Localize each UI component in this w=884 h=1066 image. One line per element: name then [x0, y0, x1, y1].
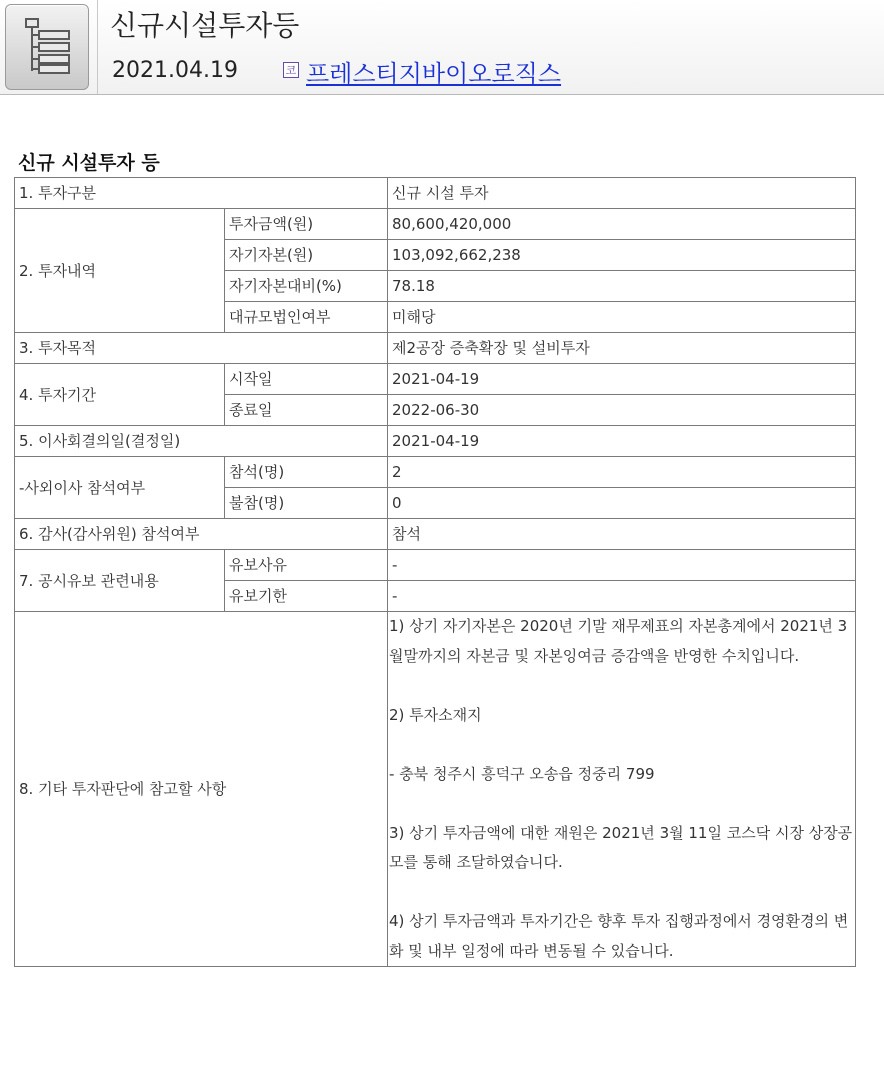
- row-value: 78.18: [388, 271, 856, 302]
- row-label: 8. 기타 투자판단에 참고할 사항: [15, 612, 388, 967]
- row-value: 2: [388, 457, 856, 488]
- row-value: 80,600,420,000: [388, 209, 856, 240]
- sub-label: 자기자본대비(%): [225, 271, 388, 302]
- sub-label: 종료일: [225, 395, 388, 426]
- note-1: 1) 상기 자기자본은 2020년 기말 재무제표의 자본총계에서 2021년 3월말까지의 자본금 및 자본잉여금 증감액을 반영한 수치입니다.: [389, 617, 848, 665]
- sub-label: 유보기한: [225, 581, 388, 612]
- row-label: 1. 투자구분: [15, 178, 388, 209]
- row-label: 6. 감사(감사위원) 참석여부: [15, 519, 388, 550]
- disclosure-table: [14, 177, 856, 967]
- row-label: 7. 공시유보 관련내용: [15, 550, 225, 612]
- table-row: [15, 457, 856, 488]
- sub-label: 유보사유: [225, 550, 388, 581]
- document-list-icon: [5, 4, 89, 90]
- row-value: -: [388, 550, 856, 581]
- report-title: 신규시설투자등: [110, 9, 300, 42]
- table-row: [15, 519, 856, 550]
- sub-label: 자기자본(원): [225, 240, 388, 271]
- note-spacer: [389, 789, 855, 819]
- row-value: 신규 시설 투자: [388, 178, 856, 209]
- row-value: 2022-06-30: [388, 395, 856, 426]
- row-label: 5. 이사회결의일(결정일): [15, 426, 388, 457]
- kosdaq-market-icon: 코: [283, 62, 299, 78]
- table-row: [15, 333, 856, 364]
- note-5: 4) 상기 투자금액과 투자기간은 향후 투자 집행과정에서 경영환경의 변화 및 내부 일정에 따라 변동될 수 있습니다.: [389, 912, 849, 960]
- table-row: [15, 364, 856, 395]
- note-4: 3) 상기 투자금액에 대한 재원은 2021년 3월 11일 코스닥 시장 상장공모를 통해 조달하였습니다.: [389, 823, 853, 871]
- header-divider: [97, 0, 98, 94]
- row-label: 4. 투자기간: [15, 364, 225, 426]
- table-row: [15, 550, 856, 581]
- sub-label: 대규모법인여부: [225, 302, 388, 333]
- table-row: [15, 612, 856, 967]
- row-value: 미해당: [388, 302, 856, 333]
- note-spacer: [389, 730, 855, 760]
- notes-cell: [388, 612, 856, 967]
- table-row: [15, 426, 856, 457]
- sub-label: 참석(명): [225, 457, 388, 488]
- row-value: 103,092,662,238: [388, 240, 856, 271]
- report-date: 2021.04.19: [112, 58, 238, 83]
- row-value: 2021-04-19: [388, 426, 856, 457]
- note-2: 2) 투자소재지: [389, 705, 482, 724]
- row-value: 제2공장 증축확장 및 설비투자: [388, 333, 856, 364]
- sub-label: 투자금액(원): [225, 209, 388, 240]
- row-value: 참석: [388, 519, 856, 550]
- row-value: 2021-04-19: [388, 364, 856, 395]
- row-label: 2. 투자내역: [15, 209, 225, 333]
- report-header: [0, 0, 884, 95]
- row-value: 0: [388, 488, 856, 519]
- row-label: 3. 투자목적: [15, 333, 388, 364]
- company-name-link[interactable]: 프레스티지바이오로직스: [306, 60, 562, 88]
- row-value: -: [388, 581, 856, 612]
- note-spacer: [389, 878, 855, 908]
- note-spacer: [389, 671, 855, 701]
- note-3: - 충북 청주시 흥덕구 오송읍 정중리 799: [389, 764, 655, 783]
- table-row: [15, 178, 856, 209]
- table-row: [15, 209, 856, 240]
- sub-label: 불참(명): [225, 488, 388, 519]
- row-label: -사외이사 참석여부: [15, 457, 225, 519]
- sub-label: 시작일: [225, 364, 388, 395]
- document-heading: 신규 시설투자 등: [18, 152, 160, 174]
